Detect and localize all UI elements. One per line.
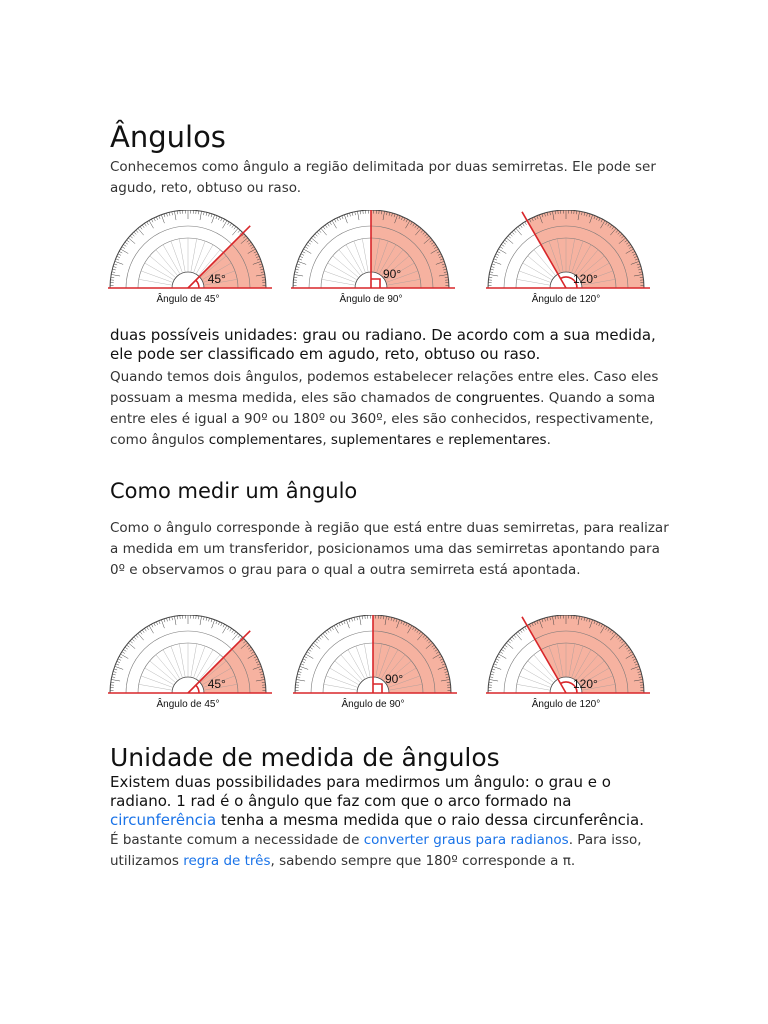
- section-angulos: [110, 120, 670, 199]
- scale-tick: [136, 635, 138, 638]
- protractor-90: [293, 615, 458, 710]
- scale-tick: [315, 641, 318, 643]
- scale-tick: [516, 228, 522, 235]
- scale-tick: [295, 269, 298, 270]
- scale-tick: [299, 669, 302, 670]
- scale-tick: [296, 679, 305, 681]
- scale-tick: [142, 225, 144, 228]
- scale-tick: [123, 244, 126, 246]
- term-reto: reto: [384, 345, 415, 363]
- scale-tick: [494, 664, 497, 665]
- scale-tick: [127, 240, 130, 242]
- scale-tick: [514, 230, 516, 233]
- scale-tick: [230, 628, 232, 631]
- scale-tick: [493, 261, 501, 264]
- scale-tick: [500, 247, 503, 249]
- scale-tick: [164, 619, 165, 622]
- scale-tick: [303, 659, 306, 661]
- scale-tick: [200, 211, 202, 220]
- classification-paragraph: duas possíveis unidades: grau ou radiano. De acordo com a sua medida, ele pode ser classificado em agudo, reto, obtuso ou raso. Quando temos dois ângulos, podemos estabelecer relações entre eles. Caso eles possuam a mesma medida, eles são chamados de congruentes. Quando a soma entre eles é igual a 90º ou 180º ou 360º, eles são conhecidos, respectivamente, como ângulos complementares, suplementares e replementares.: [110, 326, 670, 451]
- scale-tick: [112, 269, 115, 270]
- scale-tick: [138, 633, 144, 640]
- scale-tick: [167, 213, 168, 216]
- scale-spoke: [156, 655, 178, 681]
- scale-tick: [151, 624, 153, 627]
- scale-spoke: [322, 279, 355, 285]
- scale-tick: [298, 672, 301, 673]
- scale-tick: [325, 225, 327, 228]
- page-title: Ângulos: [110, 120, 226, 154]
- scale-tick: [203, 212, 204, 215]
- scale-spoke: [335, 661, 361, 683]
- scale-tick: [297, 677, 300, 678]
- angle-value-label: 120°: [573, 677, 598, 691]
- scale-tick: [114, 669, 117, 670]
- relations-paragraph: Quando temos dois ângulos, podemos estabelecer relações entre eles. Caso eles possuam a mesma medida, eles são chamados de congruentes. Quando a soma entre eles é igual a 90º ou 180º ou 360º, eles são conhecidos, respectivamente, como ângulos complementares, suplementares e replementares.: [110, 369, 659, 448]
- scale-tick: [313, 236, 316, 238]
- scale-tick: [299, 259, 302, 260]
- scale-tick: [302, 251, 305, 253]
- scale-tick: [334, 219, 336, 222]
- figure-caption: Ângulo de 90°: [339, 294, 403, 305]
- scale-tick: [227, 627, 229, 630]
- scale-tick: [113, 672, 116, 673]
- section-unidade: [110, 743, 670, 872]
- scale-spoke: [517, 684, 550, 690]
- scale-tick: [216, 216, 217, 219]
- scale-tick: [350, 213, 351, 216]
- scale-tick: [294, 274, 303, 276]
- angle-value-label: 90°: [383, 267, 402, 281]
- scale-tick: [136, 230, 138, 233]
- scale-spoke: [517, 279, 550, 285]
- scale-tick: [295, 272, 298, 273]
- scale-tick: [134, 637, 136, 640]
- figure-caption: Ângulo de 45°: [156, 699, 220, 710]
- scale-tick: [118, 659, 121, 661]
- scale-tick: [140, 227, 142, 230]
- figure-caption: Ângulo de 90°: [341, 699, 405, 710]
- scale-tick: [496, 254, 499, 256]
- scale-tick: [506, 643, 513, 649]
- scale-tick: [147, 222, 149, 225]
- scale-tick: [156, 217, 157, 220]
- scale-tick: [117, 256, 120, 257]
- scale-tick: [489, 274, 498, 276]
- scale-tick: [516, 633, 522, 640]
- term-replementares: replementares: [448, 432, 547, 448]
- scale-tick: [327, 630, 329, 633]
- scale-spoke: [341, 655, 363, 681]
- scale-tick: [346, 620, 349, 628]
- section-title-unidade: Unidade de medida de ângulos: [110, 743, 500, 772]
- scale-tick: [359, 616, 361, 625]
- scale-tick: [312, 645, 315, 647]
- scale-tick: [232, 630, 234, 633]
- scale-tick: [518, 632, 520, 635]
- scale-tick: [159, 216, 160, 219]
- scale-tick: [209, 213, 210, 216]
- scale-tick: [125, 647, 128, 649]
- scale-tick: [506, 238, 513, 244]
- scale-tick: [216, 621, 217, 624]
- scale-tick: [125, 242, 128, 244]
- scale-tick: [503, 242, 506, 244]
- scale-tick: [330, 222, 332, 225]
- scale-tick: [300, 256, 303, 257]
- scale-tick: [238, 230, 240, 233]
- angle-value-label: 45°: [207, 272, 226, 286]
- scale-tick: [132, 234, 135, 236]
- scale-tick: [325, 632, 327, 635]
- scale-tick: [510, 639, 513, 641]
- scale-tick: [123, 649, 126, 651]
- scale-tick: [151, 219, 153, 222]
- scale-tick: [490, 269, 493, 270]
- intro-paragraph: Conhecemos como ângulo a região delimitada por duas semirretas. Ele pode ser agudo, reto, obtuso ou raso.: [110, 159, 656, 196]
- scale-tick: [111, 274, 120, 276]
- protractor-drawing: [108, 615, 272, 710]
- scale-tick: [227, 222, 229, 225]
- scale-tick: [115, 666, 123, 669]
- scale-tick: [311, 238, 318, 244]
- scale-tick: [221, 218, 223, 221]
- scale-tick: [156, 622, 157, 625]
- scale-tick: [119, 251, 122, 253]
- scale-tick: [114, 264, 117, 265]
- scale-tick: [174, 211, 176, 220]
- scale-tick: [111, 679, 120, 681]
- scale-tick: [510, 234, 513, 236]
- scale-tick: [319, 637, 321, 640]
- converter-graus-link[interactable]: converter graus para radianos: [363, 832, 569, 848]
- scale-tick: [134, 232, 136, 235]
- term-complementares: complementares: [208, 432, 323, 448]
- scale-tick: [209, 618, 210, 621]
- angle-value-label: 45°: [207, 677, 226, 691]
- protractor-drawing: [486, 210, 650, 305]
- scale-tick: [494, 259, 497, 260]
- section-title-como-medir: Como medir um ângulo: [110, 479, 358, 503]
- scale-tick: [339, 623, 341, 626]
- scale-tick: [341, 622, 342, 625]
- scale-tick: [501, 244, 504, 246]
- scale-tick: [238, 635, 240, 638]
- scale-tick: [518, 227, 520, 230]
- scale-tick: [317, 639, 320, 641]
- scale-tick: [520, 630, 522, 633]
- scale-tick: [522, 628, 524, 631]
- protractor-drawing: [486, 615, 650, 710]
- scale-spoke: [156, 250, 178, 276]
- scale-tick: [522, 223, 524, 226]
- scale-tick: [154, 623, 156, 626]
- scale-tick: [138, 228, 144, 235]
- scale-tick: [500, 652, 503, 654]
- scale-spoke: [364, 644, 370, 677]
- scale-tick: [492, 669, 495, 670]
- scale-tick: [203, 617, 204, 620]
- scale-spoke: [333, 256, 359, 278]
- scale-tick: [230, 223, 232, 226]
- scale-tick: [212, 215, 215, 223]
- term-radiano: radiano: [110, 792, 167, 810]
- scale-tick: [169, 212, 170, 215]
- scale-tick: [323, 633, 329, 640]
- scale-tick: [112, 674, 115, 675]
- scale-tick: [234, 227, 236, 230]
- scale-tick: [302, 661, 305, 662]
- scale-tick: [161, 215, 164, 223]
- scale-tick: [122, 247, 125, 249]
- scale-tick: [300, 666, 308, 669]
- protractor-figure-2: [108, 615, 658, 710]
- scale-tick: [211, 619, 212, 622]
- scale-tick: [342, 216, 343, 219]
- scale-tick: [128, 643, 135, 649]
- scale-tick: [113, 267, 116, 268]
- scale-tick: [223, 219, 225, 222]
- scale-tick: [492, 264, 495, 265]
- scale-tick: [116, 259, 119, 260]
- term-congruentes: congruentes: [455, 390, 541, 406]
- scale-tick: [493, 666, 501, 669]
- scale-tick: [304, 656, 307, 658]
- scale-tick: [313, 643, 320, 649]
- scale-tick: [508, 641, 511, 643]
- scale-tick: [218, 217, 219, 220]
- scale-tick: [490, 272, 493, 273]
- scale-tick: [140, 632, 142, 635]
- scale-tick: [211, 214, 212, 217]
- scale-tick: [317, 232, 319, 235]
- scale-tick: [147, 627, 149, 630]
- scale-tick: [525, 222, 527, 225]
- regra-de-tres-link[interactable]: regra de três: [183, 853, 271, 869]
- protractor-90: [291, 210, 456, 305]
- protractor-120: [486, 615, 651, 710]
- scale-tick: [296, 267, 299, 268]
- scale-tick: [172, 212, 173, 215]
- scale-tick: [352, 618, 353, 621]
- protractor-45: [108, 615, 273, 710]
- scale-tick: [508, 236, 511, 238]
- scale-tick: [306, 244, 309, 246]
- scale-tick: [489, 679, 498, 681]
- scale-tick: [117, 661, 120, 662]
- scale-spoke: [150, 256, 176, 278]
- scale-tick: [357, 211, 359, 220]
- term-suplementares: suplementares: [330, 432, 432, 448]
- scale-tick: [172, 617, 173, 620]
- scale-tick: [301, 254, 304, 256]
- angle-value-label: 90°: [385, 672, 404, 686]
- protractor-45: [108, 210, 273, 305]
- scale-spoke: [139, 279, 172, 285]
- scale-tick: [234, 632, 236, 635]
- scale-tick: [501, 649, 504, 651]
- scale-tick: [127, 645, 130, 647]
- figure-caption: Ângulo de 45°: [156, 294, 220, 305]
- scale-spoke: [362, 239, 368, 272]
- scale-tick: [218, 622, 219, 625]
- scale-tick: [144, 628, 146, 631]
- figure-caption: Ângulo de 120°: [531, 294, 601, 305]
- section-como-medir: [110, 478, 670, 581]
- scale-tick: [307, 652, 310, 654]
- scale-tick: [512, 232, 514, 235]
- scale-tick: [525, 627, 527, 630]
- scale-tick: [344, 621, 345, 624]
- scale-spoke: [339, 250, 361, 276]
- scale-tick: [154, 218, 156, 221]
- scale-spoke: [150, 661, 176, 683]
- scale-tick: [490, 677, 493, 678]
- scale-tick: [164, 214, 165, 217]
- scale-tick: [305, 247, 308, 249]
- scale-tick: [112, 677, 115, 678]
- units-text: duas possíveis unidades: grau ou radiano. De acordo com a sua medida,: [110, 326, 656, 344]
- scale-spoke: [191, 239, 197, 272]
- scale-tick: [355, 212, 356, 215]
- scale-tick: [315, 234, 318, 236]
- protractor-drawing: [108, 210, 272, 305]
- scale-tick: [321, 635, 323, 638]
- scale-tick: [308, 242, 311, 244]
- scale-tick: [332, 627, 334, 630]
- scale-tick: [505, 240, 508, 242]
- scale-spoke: [139, 684, 172, 690]
- scale-tick: [112, 272, 115, 273]
- scale-tick: [161, 620, 164, 628]
- circunferencia-link[interactable]: circunferência: [110, 811, 217, 829]
- scale-tick: [221, 623, 223, 626]
- scale-tick: [512, 637, 514, 640]
- scale-tick: [514, 635, 516, 638]
- scale-tick: [223, 624, 225, 627]
- scale-tick: [206, 212, 207, 215]
- scale-tick: [491, 672, 494, 673]
- scale-tick: [297, 264, 300, 265]
- scale-tick: [167, 618, 168, 621]
- scale-spoke: [179, 644, 185, 677]
- term-grau: grau: [548, 773, 583, 791]
- scale-tick: [503, 647, 506, 649]
- scale-tick: [496, 659, 499, 661]
- scale-tick: [323, 227, 325, 230]
- scale-tick: [497, 251, 500, 253]
- scale-tick: [122, 652, 125, 654]
- scale-tick: [490, 674, 493, 675]
- scale-tick: [352, 212, 353, 215]
- scale-tick: [495, 661, 498, 662]
- scale-tick: [118, 254, 121, 256]
- scale-tick: [321, 228, 327, 235]
- protractor-drawing: [293, 615, 457, 710]
- scale-tick: [327, 223, 329, 226]
- scale-tick: [232, 633, 238, 640]
- scale-tick: [520, 225, 522, 228]
- scale-tick: [491, 267, 494, 268]
- scale-spoke: [179, 239, 185, 272]
- scale-tick: [206, 617, 207, 620]
- term-raso: raso: [503, 345, 536, 363]
- scale-spoke: [191, 644, 197, 677]
- scale-tick: [128, 238, 135, 244]
- scale-tick: [497, 656, 500, 658]
- scale-tick: [336, 624, 338, 627]
- scale-tick: [354, 617, 355, 620]
- scale-tick: [297, 674, 300, 675]
- scale-tick: [329, 628, 331, 631]
- scale-tick: [212, 620, 215, 628]
- scale-tick: [130, 641, 133, 643]
- scale-tick: [319, 230, 321, 233]
- unidade-paragraph-1: Existem duas possibilidades para medirmos um ângulo: o grau e o radiano. 1 rad é o ângulo que faz com que o arco formado na circunferência tenha a mesma medida que o raio dessa circunferência.: [110, 773, 645, 829]
- scale-tick: [308, 649, 311, 651]
- scale-tick: [298, 261, 306, 264]
- scale-tick: [357, 617, 358, 620]
- scale-spoke: [324, 684, 357, 690]
- scale-tick: [115, 261, 123, 264]
- term-obtuso: obtuso: [424, 345, 476, 363]
- term-agudo: agudo: [327, 345, 375, 363]
- protractor-figure-1: [108, 210, 658, 305]
- scale-tick: [349, 619, 350, 622]
- scale-tick: [337, 218, 339, 221]
- scale-tick: [232, 228, 238, 235]
- scale-tick: [132, 639, 135, 641]
- angle-value-label: 120°: [573, 272, 598, 286]
- scale-tick: [174, 616, 176, 625]
- scale-tick: [169, 617, 170, 620]
- scale-tick: [200, 616, 202, 625]
- scale-tick: [116, 664, 119, 665]
- como-medir-paragraph: Como o ângulo corresponde à região que está entre duas semirretas, para realizar a medida em um transferidor, posicionamos uma das semirretas apontando para 0º e observamos o grau para o qual a outra semirreta está apontada.: [110, 520, 669, 578]
- scale-tick: [119, 656, 122, 658]
- unidade-paragraph-2: É bastante comum a necessidade de converter graus para radianos. Para isso, utilizamos regra de três, sabendo sempre que 180º corresponde a π.: [110, 832, 642, 869]
- scale-tick: [301, 664, 304, 665]
- scale-tick: [505, 645, 508, 647]
- scale-tick: [339, 217, 340, 220]
- figure-caption: Ângulo de 120°: [531, 699, 601, 710]
- scale-tick: [144, 223, 146, 226]
- scale-tick: [130, 236, 133, 238]
- scale-tick: [232, 225, 234, 228]
- scale-tick: [159, 621, 160, 624]
- scale-tick: [495, 256, 498, 257]
- scale-tick: [310, 240, 313, 242]
- scale-tick: [344, 215, 347, 223]
- protractor-drawing: [291, 210, 455, 305]
- scale-tick: [347, 214, 348, 217]
- scale-tick: [142, 630, 144, 633]
- protractor-120: [486, 210, 651, 305]
- scale-tick: [310, 647, 313, 649]
